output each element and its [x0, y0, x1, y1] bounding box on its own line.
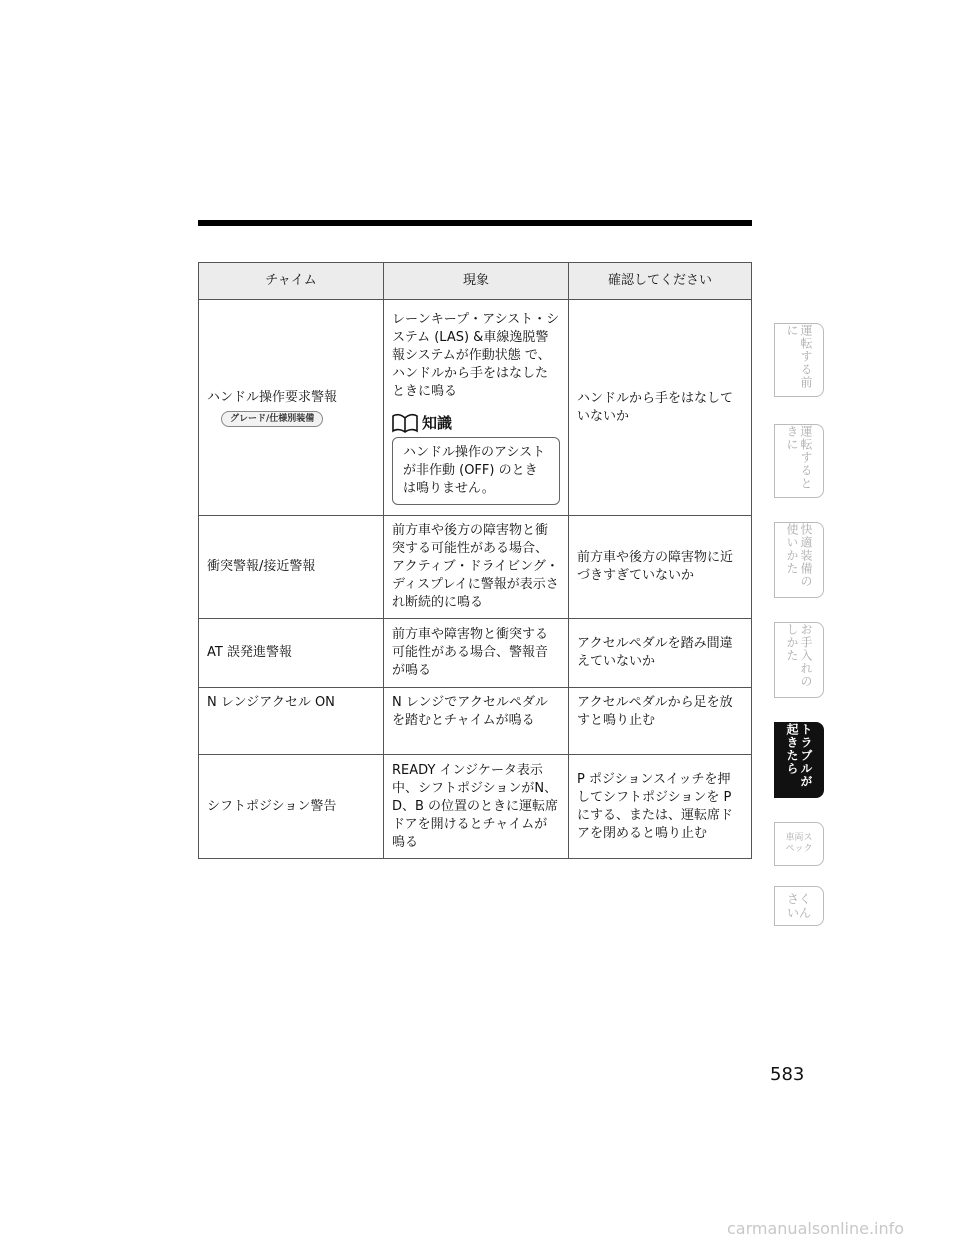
- header-phenomenon: 現象: [384, 263, 569, 300]
- book-icon: [392, 413, 418, 433]
- knowledge-title: 知識: [422, 413, 453, 432]
- side-tab-while-driving[interactable]: 運転するときに: [774, 424, 824, 498]
- cell-check: アクセルペダルを踏み間違えていないか: [569, 619, 752, 688]
- cell-phenomenon: N レンジでアクセルペダルを踏むとチャイムが鳴る: [384, 688, 569, 755]
- table-row: [199, 755, 752, 859]
- cell-phenomenon: READY インジケータ表示中、シフトポジションがN、D、B の位置のときに運転席ドアを開けるとチャイムが鳴る: [384, 755, 569, 859]
- table-row: [199, 619, 752, 688]
- table-row: [199, 516, 752, 619]
- side-tab-maintenance[interactable]: お手入れのしかた: [774, 622, 824, 698]
- top-rule: [198, 220, 752, 226]
- cell-chime: 衝突警報/接近警報: [199, 516, 384, 619]
- side-tab-index[interactable]: さくいん: [774, 886, 824, 926]
- grade-badge: グレード/仕様別装備: [221, 411, 323, 427]
- cell-check: アクセルペダルから足を放すと鳴り止む: [569, 688, 752, 755]
- table-row: [199, 300, 752, 516]
- cell-chime: [199, 300, 384, 516]
- header-chime: チャイム: [199, 263, 384, 300]
- table-header-row: [199, 263, 752, 300]
- cell-chime: AT 誤発進警報: [199, 619, 384, 688]
- cell-phenomenon: [384, 300, 569, 516]
- cell-chime: シフトポジション警告: [199, 755, 384, 859]
- knowledge-box: ハンドル操作のアシストが非作動 (OFF) のときは鳴りません。: [392, 437, 560, 505]
- cell-phenomenon: 前方車や後方の障害物と衝突する可能性がある場合、アクティブ・ドライビング・ディスプレイに警報が表示され断続的に鳴る: [384, 516, 569, 619]
- watermark: carmanualsonline.info: [727, 1219, 905, 1238]
- cell-chime: N レンジアクセル ON: [199, 688, 384, 755]
- header-check: 確認してください: [569, 263, 752, 300]
- knowledge-heading: [392, 413, 560, 433]
- side-tab-before-driving[interactable]: 運転する前に: [774, 323, 824, 397]
- table-row: [199, 688, 752, 755]
- chime-label: ハンドル操作要求警報: [207, 389, 338, 405]
- cell-check: P ポジションスイッチを押してシフトポジションを P にする、または、運転席ドアを閉めると鳴り止む: [569, 755, 752, 859]
- cell-check: 前方車や後方の障害物に近づきすぎていないか: [569, 516, 752, 619]
- phenomenon-text: レーンキープ・アシスト・システム (LAS) &車線逸脱警報システムが作動状態 で、ハンドルから手をはなしたときに鳴る: [392, 311, 560, 399]
- cell-phenomenon: 前方車や障害物と衝突する可能性がある場合、警報音が鳴る: [384, 619, 569, 688]
- cell-check: ハンドルから手をはなしていないか: [569, 300, 752, 516]
- side-tab-vehicle-spec[interactable]: 車両スペック: [774, 822, 824, 866]
- page-number: 583: [770, 1064, 805, 1085]
- chime-table: [198, 262, 752, 859]
- side-tab-troubleshooting[interactable]: トラブルが起きたら: [774, 722, 824, 798]
- side-tab-comfort-equipment[interactable]: 快適装備の使いかた: [774, 522, 824, 598]
